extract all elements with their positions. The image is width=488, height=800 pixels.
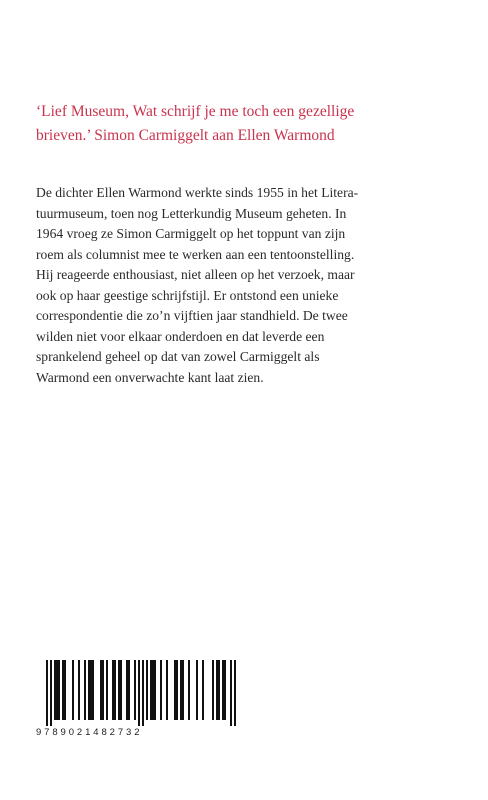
barcode-bar: [84, 660, 86, 720]
barcode-bar: [118, 660, 120, 720]
barcode-bar: [160, 660, 162, 720]
barcode-bar: [234, 660, 236, 726]
barcode-bar: [64, 660, 66, 720]
barcode-bar: [182, 660, 184, 720]
barcode-bar: [196, 660, 198, 720]
blurb-line: De dichter Ellen Warmond werkte sinds 1955 in het Litera-: [36, 185, 359, 200]
barcode-bar: [128, 660, 130, 720]
barcode-bar: [222, 660, 224, 720]
blurb-line: Warmond een onverwachte kant laat zien.: [36, 369, 264, 385]
quote-line: brieven.’ Simon Carmiggelt aan Ellen Warmond: [36, 127, 335, 144]
barcode-bar: [100, 660, 102, 720]
barcode-bar: [212, 660, 214, 720]
barcode-bar: [126, 660, 128, 720]
blurb-line: Hij reageerde enthousiast, niet alleen op het verzoek, maar: [36, 267, 355, 282]
barcode-bar: [154, 660, 156, 720]
barcode-bar: [224, 660, 226, 720]
barcode-bar: [112, 660, 114, 720]
barcode-bar: [188, 660, 190, 720]
barcode-bar: [54, 660, 56, 720]
isbn-number: 9789021482732: [36, 727, 143, 738]
barcode-bar: [202, 660, 204, 720]
barcode-bar: [114, 660, 116, 720]
quote-line: ‘Lief Museum, Wat schrijf je me toch een gezellige: [36, 103, 355, 120]
blurb-line: 1964 vroeg ze Simon Carmiggelt op het toppunt van zijn: [36, 226, 346, 241]
barcode-bar: [142, 660, 144, 726]
barcode-bar: [50, 660, 52, 726]
barcode-bar: [216, 660, 218, 720]
barcode-bar: [174, 660, 176, 720]
barcode-bar: [218, 660, 220, 720]
barcode-bar: [152, 660, 154, 720]
blurb-line: tuurmuseum, toen nog Letterkundig Museum geheten. In: [36, 205, 347, 221]
cover-quote: [36, 100, 456, 148]
barcode-bar: [120, 660, 122, 720]
barcode-bar: [134, 660, 136, 720]
blurb-line: ook op haar geestige schrijfstijl. Er ontstond een unieke: [36, 287, 339, 303]
barcode-bar: [88, 660, 90, 720]
barcode-bar: [58, 660, 60, 720]
barcode-bar: [72, 660, 74, 720]
barcode-bar: [150, 660, 152, 720]
barcode-bars: [38, 660, 238, 730]
barcode-bar: [180, 660, 182, 720]
barcode-bar: [102, 660, 104, 720]
barcode-bar: [62, 660, 64, 720]
barcode-bar: [46, 660, 48, 726]
barcode-bar: [106, 660, 108, 720]
blurb-line: wilden niet voor elkaar onderdoen en dat leverde een: [36, 328, 325, 344]
barcode-bar: [90, 660, 92, 720]
barcode-bar: [230, 660, 232, 726]
barcode-bar: [92, 660, 94, 720]
barcode-bar: [56, 660, 58, 720]
barcode-bar: [146, 660, 148, 720]
barcode-bar: [176, 660, 178, 720]
blurb-line: sprankelend geheel op dat van zowel Carmiggelt als: [36, 349, 320, 364]
blurb-line: correspondentie die zo’n vijftien jaar standhield. De twee: [36, 308, 348, 323]
barcode-bar: [166, 660, 168, 720]
barcode-bar: [78, 660, 80, 720]
barcode-bar: [138, 660, 140, 726]
blurb-line: roem als columnist mee te werken aan een tentoonstelling.: [36, 246, 355, 262]
blurb-text: [36, 183, 456, 388]
